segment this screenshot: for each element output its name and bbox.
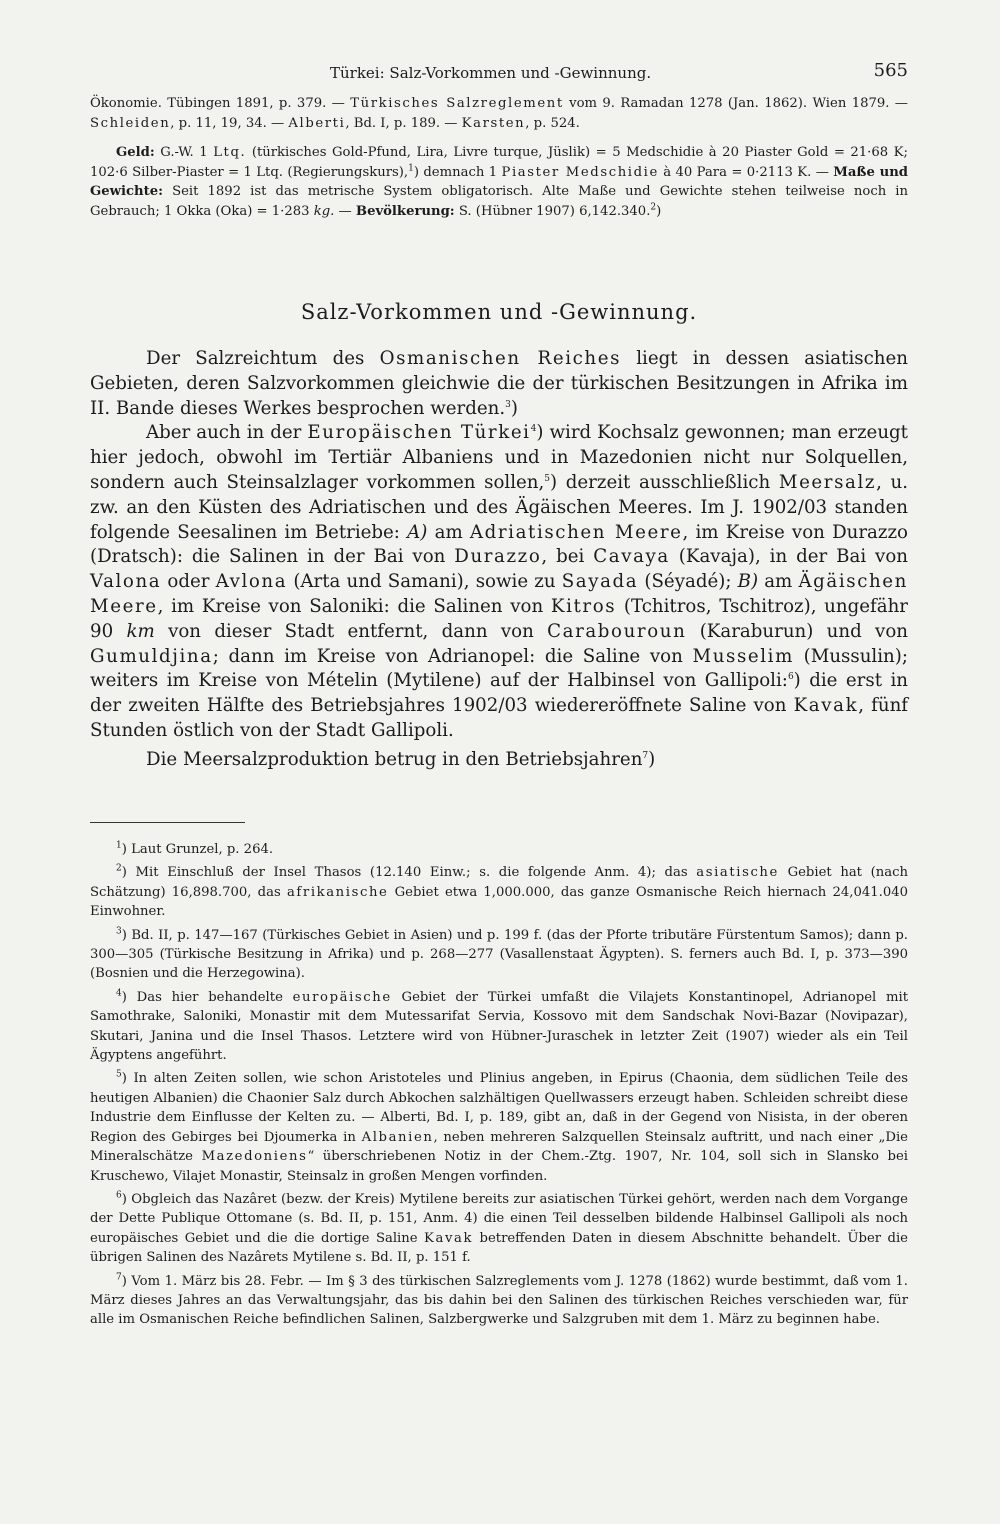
footnote-text: Laut Grunzel, p. 264. <box>131 842 274 857</box>
text-fragment: vom 9. Ramadan 1278 (Jan. 1862). Wien 1879. — <box>563 96 908 111</box>
text-fragment: Europäischen Türkei <box>307 422 531 444</box>
text-fragment: Kavak <box>793 695 859 717</box>
footnote-paren: ) <box>121 1191 132 1207</box>
text-fragment: ; dann im Kreise von Adrianopel: die Saline von <box>212 645 693 667</box>
text-fragment: , im Kreise von Saloniki: die Salinen von <box>157 595 551 617</box>
footnote-paren: ) <box>121 842 132 857</box>
source-name: Karsten <box>461 115 526 131</box>
footnote-text: afrikanische <box>286 884 389 900</box>
text-fragment: Cavaya <box>593 546 670 568</box>
geld-label: Geld: <box>116 145 155 161</box>
text-fragment: (türkisches Gold-Pfund, Lira, Livre turque, Jüslik) = 5 Medschidie à 20 Piaster Gold = 21·68 K; 102·6 Silber-Piaster = 1 Ltq. (Regierungskurs), <box>90 145 908 180</box>
footnote <box>90 1190 908 1268</box>
footnote <box>90 926 908 984</box>
text-fragment: Ökonomie. Tübingen 1891, p. 379. — <box>90 96 351 111</box>
text-fragment: Aber auch in der <box>146 422 308 444</box>
footnote-ref: 7 <box>642 750 649 761</box>
footnote-text: Gebiet der Türkei umfaßt die Vilajets Konstantinopel, Adrianopel mit Samothrake, Saloniki, Monastir mit dem Mutessarifat Servia, Kossovo mit dem Sandschak Novi-Bazar (Novipazar), Skutari, Janina und die Insel Thasos. Letztere wird von Hübner-Juraschek in letzter Zeit (1907) wieder als ein Teil Ägyptens angeführt. <box>90 989 909 1064</box>
text-fragment: Der Salzreichtum des <box>146 348 380 369</box>
footnote <box>90 1272 908 1330</box>
text-fragment: , bei <box>541 546 594 568</box>
text-fragment: à 40 Para = 0·2113 K. — <box>658 164 834 180</box>
footnote-number: 3 <box>116 926 122 937</box>
footnote-divider <box>90 822 245 823</box>
text-fragment: oder <box>161 571 216 593</box>
page-number: 565 <box>873 60 908 81</box>
text-fragment: Durazzo <box>454 546 542 568</box>
main-text <box>90 347 908 773</box>
footnote <box>90 1069 908 1185</box>
paragraph-2 <box>90 421 908 743</box>
text-fragment: Gumuldjina <box>90 645 213 667</box>
footnote-paren: ) <box>121 1071 134 1087</box>
text-fragment: (Séyadé); <box>638 571 738 593</box>
text-fragment: . — <box>330 203 356 219</box>
source-name: Alberti <box>288 115 346 131</box>
footnote-text: Das hier behandelte <box>136 989 293 1005</box>
text-fragment: (Karaburun) und von <box>686 620 908 642</box>
masse-label: Maße und Gewichte: <box>90 164 909 200</box>
footnote-paren: ) <box>121 989 137 1005</box>
footnote-text: Gebiet etwa 1,000.000, das ganze Osmanische Reich hiernach 24,041.040 Einwohner. <box>90 884 908 920</box>
text-fragment: (Arta und Samani), sowie zu <box>287 571 562 593</box>
section-title: Salz-Vorkommen und -Gewinnung. <box>300 300 698 324</box>
paragraph-3 <box>90 748 908 773</box>
text-fragment: A) <box>407 521 428 543</box>
footnote-text: Mazedoniens <box>201 1149 308 1165</box>
bibliography-line <box>90 94 908 133</box>
footnote-number: 2 <box>116 864 122 875</box>
text-fragment: ) die erst in der zweiten Hälfte des Betriebsjahres 1902/03 wiedereröffnete Saline von <box>90 670 908 717</box>
text-fragment: Meersalz <box>778 471 877 493</box>
footnote <box>90 840 908 859</box>
footnote-text: betreffenden Daten in diesem Abschnitte behandelt. Über die übrigen Salinen des Nazârets Mytilene s. Bd. II, p. 151 f. <box>90 1230 908 1266</box>
document-page <box>90 0 908 1524</box>
text-fragment: liegt in dessen asiatischen Gebieten, deren Salzvorkommen gleichwie die der türkischen Besitzungen in Afrika im II. Bande dieses Werkes besprochen werden. <box>90 348 908 419</box>
text-fragment: (Tchitros, Tschitroz), ungefähr 90 <box>90 595 908 642</box>
footnote-text: europäische <box>292 989 392 1005</box>
text-fragment: (Kavaja), in der Bai von <box>669 546 908 568</box>
footnote <box>90 988 908 1066</box>
footnote-paren: ) <box>121 927 132 943</box>
text-fragment: Seit 1892 ist das metrische System obligatorisch. Alte Maße und Gewichte stehen teilweise noch in Gebrauch; 1 Okka (Oka) = 1·283 <box>90 184 908 219</box>
footnote-ref: 3 <box>505 399 511 410</box>
footnote-number: 4 <box>116 988 122 999</box>
unit-km: km <box>126 620 155 642</box>
source-name: Schleiden <box>90 115 171 131</box>
text-fragment: Osmanischen Reiches <box>379 348 622 369</box>
text-fragment: Avlona <box>215 571 288 593</box>
text-fragment: ) demnach 1 <box>413 164 502 180</box>
footnote-text: Vom 1. März bis 28. Febr. — Im § 3 des türkischen Salzreglements vom J. 1278 (1862) wurde bestimmt, daß vom 1. März dieses Jahres an das Verwaltungsjahr, das bis dahin bei den Salinen des türkischen Reiches verschieden war, für alle im Osmanischen Reiche befindlichen Salinen, Salzbergwerke und Salzgruben mit dem 1. März zu beginnen habe. <box>90 1273 908 1328</box>
text-fragment: ) <box>656 203 662 219</box>
footnote-number: 7 <box>116 1272 122 1283</box>
text-fragment: , fünf Stunden östlich von der Stadt Gallipoli. <box>90 695 909 741</box>
footnote-text: asiatische <box>696 865 779 881</box>
bevoelkerung-label: Bevölkerung: <box>355 203 455 219</box>
text-fragment: Sayada <box>561 571 639 593</box>
intro-block <box>90 94 908 222</box>
footnote-text: “ überschriebenen Notiz in der Chem.-Ztg. 1907, Nr. 104, soll sich in Slansko bei Kruschewo, Vilajet Monastir, Steinsalz in großen Mengen vorfinden. <box>90 1149 908 1184</box>
text-fragment: (Mussulin); weiters im Kreise von Mételin (Mytilene) auf der Halbinsel von Gallipoli: <box>90 645 908 692</box>
unit-kg: kg <box>313 203 331 219</box>
footnote-ref: 2 <box>650 202 657 213</box>
text-fragment: ) <box>510 397 518 419</box>
footnote-paren: ) <box>121 865 136 881</box>
text-fragment: S. (Hübner 1907) 6,142.340. <box>454 203 651 219</box>
text-fragment: ) <box>648 748 656 770</box>
footnote-text: Obgleich das Nazâret (bezw. der Kreis) Mytilene bereits zur asiatischen Türkei gehört, werden nach dem Vorgange der Dette Publique Ottomane (s. Bd. II, p. 151, Anm. 4) die einen Teil desselben bildende Halbinsel Gallipoli als noch europäisches Gebiet und die die dortige Saline <box>90 1191 908 1246</box>
footnote-ref: 1 <box>408 163 414 174</box>
footnote-number: 6 <box>116 1190 122 1201</box>
text-fragment: Musselim <box>692 645 794 667</box>
text-fragment: G.-W. 1 <box>154 145 214 161</box>
text-fragment: , p. 524. <box>525 115 580 131</box>
footnote-ref: 5 <box>544 473 551 484</box>
footnote-ref: 6 <box>787 672 794 683</box>
footnote-number: 5 <box>116 1070 122 1081</box>
text-fragment: am <box>758 571 799 593</box>
text-fragment: , im Kreise von Durazzo (Dratsch): die Salinen in der Bai von <box>90 521 909 568</box>
footnote-text: Kavak <box>424 1230 474 1246</box>
text-fragment: Ltq. <box>213 145 247 161</box>
text-fragment: Die Meersalzproduktion betrug in den Betriebsjahren <box>146 748 643 770</box>
text-fragment: B) <box>737 571 759 593</box>
text-fragment: Kitros <box>550 595 617 617</box>
text-fragment: Carabouroun <box>547 620 687 642</box>
currency-paragraph <box>90 143 908 221</box>
footnote-text: Bd. II, p. 147—167 (Türkisches Gebiet in Asien) und p. 199 f. (das der Pforte tributäre Fürstentum Samos); dann p. 300—305 (Türkische Besitzung in Afrika) und p. 268—277 (Vasallenstaat Ägypten). S. ferners auch Bd. I, p. 373—390 (Bosnien und die Herzegowina). <box>90 927 908 982</box>
footnotes <box>90 840 908 1334</box>
text-fragment: am <box>427 521 470 543</box>
footnote-text: Mit Einschluß der Insel Thasos (12.140 Einw.; s. die folgende Anm. 4); das <box>135 865 697 881</box>
footnote-text: , neben mehreren Salzquellen Steinsalz auftritt, und nach einer „Die Mineralschätze <box>90 1129 908 1165</box>
footnote <box>90 863 908 921</box>
footnote-text: Albanien <box>361 1129 434 1145</box>
text-fragment: Adriatischen Meere <box>469 521 683 543</box>
running-title: Türkei: Salz-Vorkommen und -Gewinnung. <box>330 64 652 82</box>
text-fragment: , p. 11, 19, 34. — <box>170 115 289 131</box>
paragraph-1 <box>90 347 908 421</box>
footnote-text: In alten Zeiten sollen, wie schon Aristoteles und Plinius angeben, in Epirus (Chaonia, dem südlichen Teile des heutigen Albanien) die Chaonier Salz durch Abkochen salzhältigen Quellwassers erzeugt haben. Schleiden schreibt diese Industrie dem Einflusse der Kelten zu. — Alberti, Bd. I, p. 189, gibt an, daß in der Gegend von Nisista, in der oberen Region des Gebirges bei Djoumerka in <box>90 1071 908 1145</box>
text-fragment: ) wird Kochsalz gewonnen; man erzeugt hier jedoch, obwohl im Tertiär Albaniens und in Mazedonien nicht nur Solquellen, sondern auch Steinsalzlager vorkommen sollen, <box>90 422 908 493</box>
text-fragment: Valona <box>90 571 162 593</box>
text-fragment: , u. zw. an den Küsten des Adriatischen und des Ägäischen Meeres. Im J. 1902/03 standen folgende Seesalinen im Betriebe: <box>90 471 909 543</box>
footnote-text: Gebiet hat (nach Schätzung) 16,898.700, das <box>90 865 908 900</box>
source-name: Türkisches Salzreglement <box>350 96 564 111</box>
footnote-paren: ) <box>121 1273 132 1289</box>
text-fragment: von dieser Stadt entfernt, dann von <box>154 620 548 642</box>
text-fragment: ) derzeit ausschließlich <box>550 471 779 493</box>
footnote-number: 1 <box>116 840 122 851</box>
text-fragment: , Bd. I, p. 189. — <box>345 115 462 131</box>
text-fragment: Piaster Medschidie <box>501 164 659 180</box>
footnote-ref: 4 <box>530 424 537 435</box>
page-header <box>90 60 908 88</box>
text-fragment: Ägäischen Meere <box>90 571 908 617</box>
